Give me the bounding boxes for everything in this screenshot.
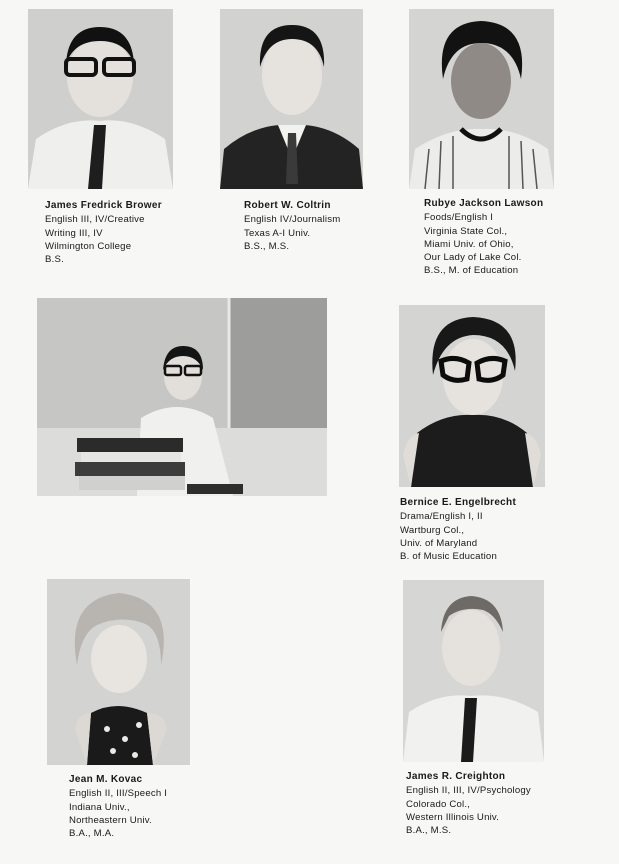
caption-lawson <box>424 197 543 278</box>
caption-coltrin <box>244 199 340 253</box>
faculty-detail: Indiana Univ., <box>69 801 130 813</box>
faculty-detail: B.S. <box>45 254 64 266</box>
portrait-kovac <box>47 579 190 765</box>
caption-creighton <box>406 770 531 837</box>
portrait-lawson <box>409 9 554 189</box>
faculty-detail: English III, IV/Creative <box>45 214 145 226</box>
faculty-detail: Drama/English I, II <box>400 511 483 523</box>
faculty-name: Robert W. Coltrin <box>244 200 331 211</box>
faculty-detail: B. of Music Education <box>400 551 497 563</box>
portrait-brower-image <box>28 9 173 189</box>
faculty-detail: English IV/Journalism <box>244 214 341 226</box>
faculty-detail: Western Illinois Univ. <box>406 811 500 823</box>
faculty-detail: Writing III, IV <box>45 227 103 239</box>
faculty-detail: Texas A-I Univ. <box>244 227 311 239</box>
portrait-engelbrecht-image <box>399 305 545 487</box>
faculty-detail: Wartburg Col., <box>400 524 465 536</box>
classroom-photo <box>37 298 327 496</box>
faculty-detail: Foods/English I <box>424 212 494 224</box>
faculty-name: James Fredrick Brower <box>45 200 162 211</box>
portrait-coltrin <box>220 9 363 189</box>
portrait-creighton <box>403 580 544 762</box>
faculty-detail: B.S., M. of Education <box>424 265 519 277</box>
faculty-name: James R. Creighton <box>406 771 506 782</box>
faculty-detail: B.A., M.S. <box>406 825 452 837</box>
faculty-detail: B.S., M.S. <box>244 240 290 252</box>
portrait-lawson-image <box>409 9 554 189</box>
caption-brower <box>45 199 162 266</box>
faculty-detail: B.A., M.A. <box>69 828 115 840</box>
faculty-detail: Miami Univ. of Ohio, <box>424 238 514 250</box>
faculty-detail: Colorado Col., <box>406 798 471 810</box>
faculty-detail: English II, III/Speech I <box>69 788 168 800</box>
faculty-detail: Univ. of Maryland <box>400 537 478 549</box>
faculty-detail: Northeastern Univ. <box>69 814 152 826</box>
portrait-engelbrecht <box>399 305 545 487</box>
caption-kovac <box>69 773 167 840</box>
faculty-name: Jean M. Kovac <box>69 774 143 785</box>
faculty-detail: Our Lady of Lake Col. <box>424 252 522 264</box>
faculty-detail: Wilmington College <box>45 240 132 252</box>
faculty-name: Bernice E. Engelbrecht <box>400 497 517 508</box>
portrait-kovac-image <box>47 579 190 765</box>
portrait-coltrin-image <box>220 9 363 189</box>
faculty-detail: English II, III, IV/Psychology <box>406 785 531 797</box>
faculty-name: Rubye Jackson Lawson <box>424 198 544 209</box>
classroom-photo-image <box>37 298 327 496</box>
caption-engelbrecht <box>400 496 516 563</box>
faculty-detail: Virginia State Col., <box>424 225 508 237</box>
portrait-brower <box>28 9 173 189</box>
portrait-creighton-image <box>403 580 544 762</box>
